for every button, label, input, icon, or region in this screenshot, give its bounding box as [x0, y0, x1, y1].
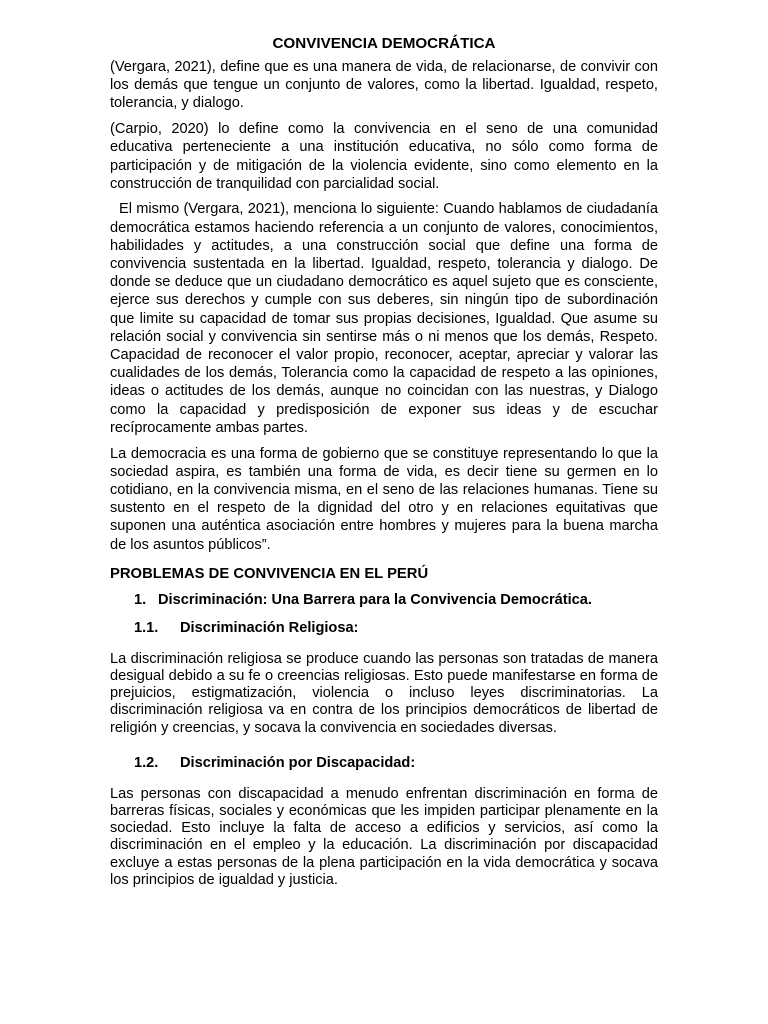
- subsection-heading-discapacidad: [110, 753, 658, 773]
- subsection-heading-religiosa: [110, 618, 658, 638]
- paragraph-ciudadania-democratica: El mismo (Vergara, 2021), menciona lo siguiente: Cuando hablamos de ciudadanía democrática estamos haciendo referencia a un conjunto de valores, conocimientos, habilidades y actitudes, a una construcción social que define una forma de convivencia sustentada en la libertad. Igualdad, respeto, tolerancia y dialogo. De donde se deduce que un ciudadano democrático es aquel sujeto que es consciente, ejerce sus derechos y cumple con sus deberes, sin ningún tipo de subordinación que limite su capacidad de tomar sus propias decisiones, Igualdad. Que asume su relación social y convivencia sin sentirse más o ni menos que los demás, Respeto. Capacidad de reconocer el valor propio, reconocer, aceptar, apreciar y valorar las cualidades de los demás, Tolerancia como la capacidad de respeto a las opiniones, ideas o actitudes de los demás, aunque no coincidan con las nuestras, y Dialogo como la capacidad y predisposición de exponer sus ideas y de escuchar recíprocamente ambas partes.: [110, 201, 658, 436]
- document-title: CONVIVENCIA DEMOCRÁTICA: [272, 35, 496, 52]
- paragraph-definition-vergara: (Vergara, 2021), define que es una manera de vida, de relacionarse, de convivir con los demás que tengue un conjunto de valores, como la libertad. Igualdad, respeto, tolerancia, y dialogo.: [110, 59, 658, 112]
- list-item-number: 1.: [134, 591, 147, 608]
- list-item-discriminacion: [110, 590, 658, 610]
- subsection-title: Discriminación por Discapacidad:: [180, 754, 416, 771]
- list-item-title: Discriminación: Una Barrera para la Convivencia Democrática.: [158, 591, 592, 608]
- subsection-title: Discriminación Religiosa:: [180, 619, 359, 636]
- subsection-number: 1.2.: [134, 754, 159, 771]
- document-page: [110, 34, 658, 897]
- paragraph-definition-carpio: (Carpio, 2020) lo define como la convivencia en el seno de una comunidad educativa perteneciente a una institución educativa, no sólo como forma de participación y de mitigación de la violencia evidente, sino como elemento en la construcción de tranquilidad con parcialidad social.: [110, 121, 658, 192]
- paragraph-discriminacion-religiosa: La discriminación religiosa se produce cuando las personas son tratadas de manera desigual debido a su fe o creencias religiosas. Esto puede manifestarse en forma de prejuicios, estigmatización, violencia o incluso leyes discriminatorias. La discriminación religiosa va en contra de los principios democráticos de libertad de religión y creencias, y socava la convivencia en sociedades diversas.: [110, 650, 658, 736]
- paragraph-discriminacion-discapacidad: Las personas con discapacidad a menudo enfrentan discriminación en forma de barreras físicas, sociales y económicas que les impiden participar plenamente en la sociedad. Esto incluye la falta de acceso a edificios y servicios, así como la discriminación en el empleo y la educación. La discriminación por discapacidad excluye a estas personas de la plena participación en la vida democrática y socava los principios de igualdad y justicia.: [110, 785, 658, 888]
- paragraph-democracia: La democracia es una forma de gobierno que se constituye representando lo que la sociedad aspira, es también una forma de vida, es decir tiene su germen en lo cotidiano, en la convivencia misma, en el seno de las relaciones humanas. Tiene su sustento en el respeto de la dignidad del otro y en relaciones equitativas que suponen una auténtica asociación entre hombres y mujeres para la buena marcha de los asuntos públicos”.: [110, 445, 658, 553]
- subsection-number: 1.1.: [134, 619, 159, 636]
- section-heading: PROBLEMAS DE CONVIVENCIA EN EL PERÚ: [110, 565, 429, 582]
